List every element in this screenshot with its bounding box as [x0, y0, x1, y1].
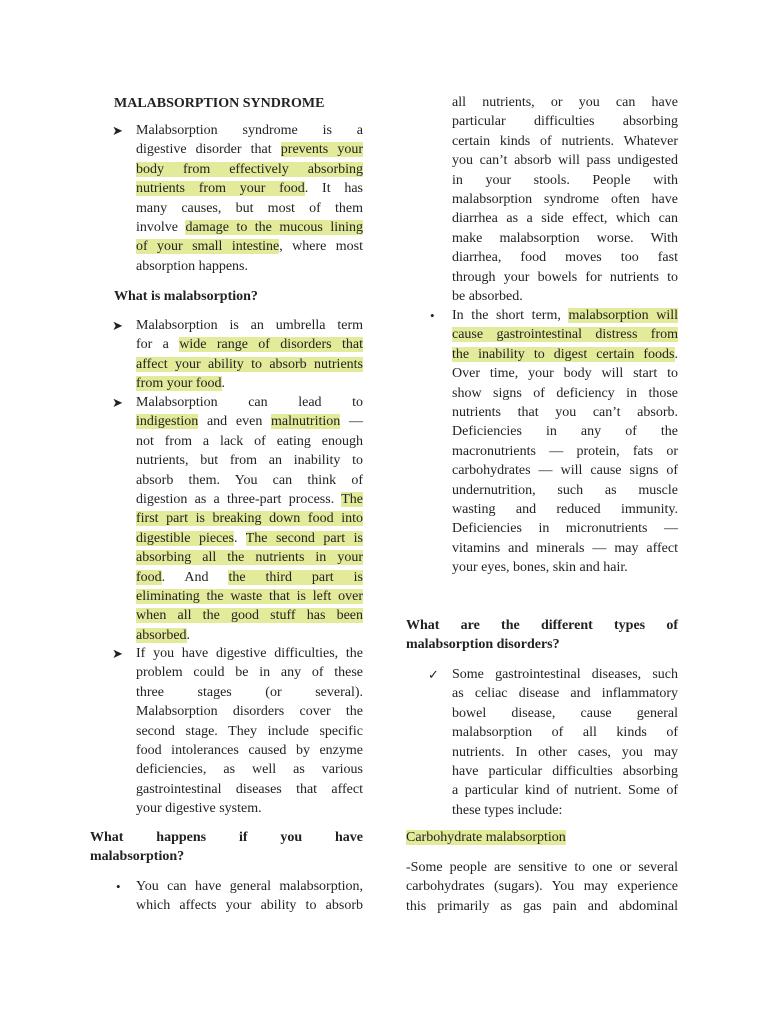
text-line: digestive disorder that prevents your: [136, 142, 363, 158]
text-line: make malabsorption worse. With: [452, 230, 678, 246]
text-line: second stage. They include specific: [136, 723, 363, 739]
text-line: food intolerances caused by enzyme: [136, 742, 363, 758]
text-line: Malabsorption syndrome is a: [136, 123, 363, 138]
highlighted-text: malnutrition: [271, 414, 341, 430]
text-line: Over time, your body will start to: [452, 366, 678, 382]
paragraph: [136, 644, 363, 819]
paragraph: [452, 665, 678, 820]
highlighted-text: when all the good stuff has been: [136, 608, 363, 624]
text-line: carbohydrates (sugars). You may experience: [406, 879, 678, 895]
text-line: food. And the third part is: [136, 569, 363, 585]
text-line: digestion as a three-part process. The: [136, 491, 363, 507]
text-line: wasting and reduced immunity.: [452, 501, 678, 517]
highlighted-text: cause gastrointestinal distress from: [452, 327, 678, 343]
highlighted-text: the third part is: [228, 569, 363, 585]
text-line: problem could be in any of these: [136, 665, 363, 681]
highlighted-text: The second part is: [245, 530, 363, 546]
text-line: your digestive system.: [136, 801, 262, 817]
highlighted-text: eliminating the waste that is left over: [136, 588, 363, 604]
text-line: certain kinds of nutrients. Whatever: [452, 133, 678, 149]
highlighted-text: from your food: [136, 376, 222, 392]
text-line: nutrients, but from an inability to: [136, 453, 363, 469]
highlighted-text: food: [136, 569, 162, 585]
arrow-bullet-icon: ➤: [112, 395, 123, 410]
arrow-bullet-icon: ➤: [112, 318, 123, 333]
text-line: macronutrients — protein, fats or: [452, 443, 678, 459]
text-line: absorb them. You can think of: [136, 472, 363, 488]
text-line: diarrhea as a side effect, which can: [452, 211, 678, 227]
text-line: Malabsorption disorders cover the: [136, 704, 363, 720]
arrow-bullet-icon: ➤: [112, 646, 123, 661]
checkmark-icon: ✓: [428, 667, 439, 682]
text-line: a particular kind of nutrient. Some of: [452, 783, 678, 799]
bullet-dot-icon: •: [430, 308, 435, 323]
highlighted-text: The: [341, 491, 363, 507]
text-line: malabsorption syndrome often have: [452, 191, 678, 207]
text-line: of your small intestine, where most: [136, 239, 363, 255]
highlighted-text: malabsorption will: [568, 308, 678, 323]
text-line: vitamins and minerals — may affect: [452, 540, 678, 556]
text-line: nutrients from your food. It has: [136, 181, 363, 197]
text-line: not from a lack of eating enough: [136, 433, 363, 449]
highlighted-text: prevents your: [280, 142, 363, 158]
text-line: [136, 160, 363, 179]
text-line: as celiac disease and inflammatory: [452, 686, 678, 702]
heading-what-happens: What happens if you have malabsorption?: [90, 830, 363, 865]
text-line: [136, 587, 363, 606]
highlighted-text: the inability to digest certain foods: [452, 346, 675, 362]
text-line: [452, 325, 678, 344]
text-line: all nutrients, or you can have: [452, 95, 678, 110]
highlighted-text: Carbohydrate malabsorption: [406, 830, 566, 845]
highlighted-text: body from effectively absorbing: [136, 161, 363, 177]
text-line: these types include:: [452, 802, 563, 818]
paragraph: [136, 877, 363, 916]
text-line: absorbed.: [136, 627, 191, 643]
text-line: bowel disease, cause general: [452, 705, 678, 721]
text-line: show signs of deficiency in those: [452, 385, 678, 401]
highlighted-text: digestible pieces: [136, 530, 234, 546]
text-line: in your stools. People with: [452, 172, 678, 188]
text-line: digestible pieces. The second part is: [136, 530, 363, 546]
highlighted-text: nutrients from your food: [136, 181, 305, 197]
text-line: undernutrition, such as muscle: [452, 482, 678, 498]
text-line: from your food.: [136, 376, 226, 392]
highlighted-text: absorbing all the nutrients in your: [136, 550, 363, 566]
heading-types: What are the different types of malabsorption disorders?: [406, 618, 678, 653]
highlighted-text: indigestion: [136, 414, 199, 430]
text-line: which affects your ability to absorb: [136, 898, 363, 914]
text-line: If you have digestive difficulties, the: [136, 646, 363, 661]
text-line: nutrients that you can’t absorb.: [452, 404, 678, 420]
highlighted-text: damage to the mucous lining: [185, 219, 363, 235]
text-line: nutrients. In other cases, you may: [452, 744, 678, 760]
text-line: diarrhea, food moves too fast: [452, 250, 678, 266]
text-line: through your bowels for nutrients to: [452, 269, 678, 285]
text-line: this primarily as gas pain and abdominal: [406, 898, 678, 914]
text-line: have particular difficulties absorbing: [452, 763, 678, 779]
paragraph: [452, 306, 678, 577]
paragraph: [136, 121, 363, 276]
arrow-bullet-icon: ➤: [112, 123, 123, 138]
text-line: particular difficulties absorbing: [452, 114, 678, 130]
text-line: many causes, but most of them: [136, 200, 363, 216]
text-line: carbohydrates — will cause signs of: [452, 463, 678, 479]
text-line: your eyes, bones, skin and hair.: [452, 560, 628, 576]
bullet-dot-icon: •: [116, 879, 121, 894]
text-line: malabsorption of all kinds of: [452, 725, 678, 741]
text-line: gastrointestinal diseases that affect: [136, 781, 363, 797]
text-line: Deficiencies in any of the: [452, 424, 678, 440]
text-line: you can’t absorb will pass undigested: [452, 153, 678, 169]
paragraph: [136, 316, 363, 394]
highlighted-text: of your small intestine: [136, 239, 280, 255]
carb-heading: [406, 828, 566, 847]
text-line: Some gastrointestinal diseases, such: [452, 667, 678, 682]
text-line: Malabsorption can lead to: [136, 395, 363, 410]
text-line: [136, 548, 363, 567]
heading-what-is: What is malabsorption?: [114, 289, 258, 304]
text-line: absorption happens.: [136, 258, 248, 274]
highlighted-text: first part is breaking down food into: [136, 511, 363, 527]
text-line: -Some people are sensitive to one or several: [406, 860, 678, 875]
text-line: Malabsorption is an umbrella term: [136, 318, 363, 333]
text-line: Deficiencies in micronutrients —: [452, 521, 678, 537]
section-title: MALABSORPTION SYNDROME: [114, 96, 325, 111]
text-line: be absorbed.: [452, 288, 523, 304]
text-line: deficiencies, as well as various: [136, 762, 363, 778]
paragraph: [136, 393, 363, 645]
highlighted-text: wide range of disorders that: [179, 337, 363, 353]
text-line: for a wide range of disorders that: [136, 337, 363, 353]
highlighted-text: absorbed: [136, 627, 187, 643]
text-line: the inability to digest certain foods.: [452, 346, 678, 362]
text-line: [136, 606, 363, 625]
text-line: three stages (or several).: [136, 684, 363, 700]
text-line: indigestion and even malnutrition —: [136, 414, 363, 430]
text-line: [136, 355, 363, 374]
text-line: involve damage to the mucous lining: [136, 219, 363, 235]
text-line: In the short term, malabsorption will: [452, 308, 678, 323]
text-line: [136, 509, 363, 528]
text-line: You can have general malabsorption,: [136, 879, 363, 894]
highlighted-text: affect your ability to absorb nutrients: [136, 356, 363, 372]
